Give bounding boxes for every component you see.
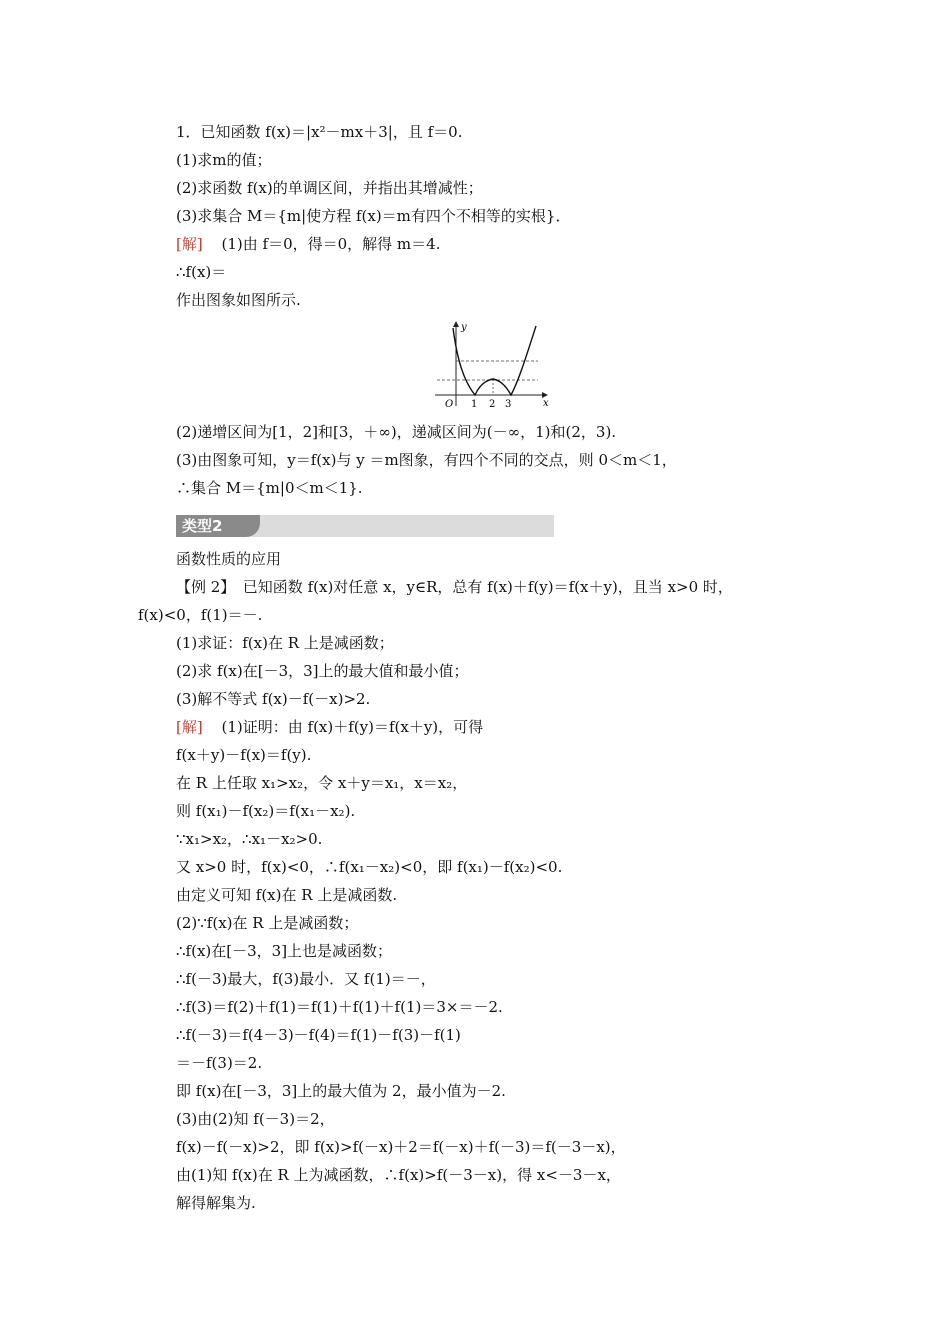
x-axis-label: x xyxy=(543,398,549,409)
example2-solution-line: 由(1)知 f(x)在 R 上为减函数，∴f(x)>f(－3－x)，得 x<－3－x， xyxy=(176,1166,621,1184)
example2-solution-line: ∴f(x)在[－3，3]上也是减函数； xyxy=(176,942,393,960)
example2-question-3: (3)解不等式 f(x)－f(－x)>2. xyxy=(176,690,371,708)
function-graph xyxy=(425,318,555,410)
problem1-solution-1 xyxy=(176,234,440,254)
example2-solution-line: ∵x₁>x₂，∴x₁－x₂>0. xyxy=(176,830,323,848)
problem1-graph-note: 作出图象如图所示. xyxy=(176,291,301,309)
section-banner xyxy=(176,515,554,537)
example2-solution-line: 又 x>0 时，f(x)<0，∴f(x₁－x₂)<0，即 f(x₁)－f(x₂)<0. xyxy=(176,858,563,876)
problem1-fx: ∴f(x)＝ xyxy=(176,263,227,281)
problem1-solution-4: ∴集合 M＝{m|0＜m＜1}. xyxy=(176,479,363,497)
example2-solution-line: ＝－f(3)＝2. xyxy=(176,1054,263,1072)
example2-question-2: (2)求 f(x)在[－3，3]上的最大值和最小值； xyxy=(176,662,469,680)
example2-solution-line: ∴f(－3)最大，f(3)最小．又 f(1)＝－， xyxy=(176,970,436,988)
origin-label: O xyxy=(445,399,454,410)
example2-solution-line: 由定义可知 f(x)在 R 上是减函数. xyxy=(176,886,398,904)
problem1-solution-3: (3)由图象可知，y＝f(x)与 y ＝m图象，有四个不同的交点，则 0＜m＜1， xyxy=(176,451,677,469)
tick-label-2: 2 xyxy=(489,399,496,410)
solution-tag: [解] xyxy=(176,235,203,253)
example2-solution-line: (2)∵f(x)在 R 上是减函数； xyxy=(176,914,359,932)
example2-solution-line: 则 f(x₁)－f(x₂)＝f(x₁－x₂). xyxy=(176,802,356,820)
section-label: 类型2 xyxy=(176,515,260,537)
example2-solution-line: (3)由(2)知 f(－3)＝2， xyxy=(176,1110,335,1128)
example2-stem-line-1: 【例 2】 已知函数 f(x)对任意 x，y∈R，总有 f(x)＋f(y)＝f(x＋y)，且当 x>0 时， xyxy=(176,578,733,596)
tick-label-1: 1 xyxy=(471,399,478,410)
example2-question-1: (1)求证：f(x)在 R 上是减函数； xyxy=(176,634,394,652)
example2-solution-line: ∴f(3)＝f(2)＋f(1)＝f(1)＋f(1)＋f(1)＝3×＝－2. xyxy=(176,998,503,1016)
solution-text: (1)由 f＝0，得＝0，解得 m＝4. xyxy=(221,235,441,253)
example2-solution-line: f(x)－f(－x)>2，即 f(x)>f(－x)＋2＝f(－x)＋f(－3)＝f(－3－x)， xyxy=(176,1138,626,1156)
problem1-question-1: (1)求m的值； xyxy=(176,151,272,169)
example2-stem-line-2: f(x)<0，f(1)＝－. xyxy=(138,606,263,624)
y-axis-label: y xyxy=(461,322,467,333)
tick-label-3: 3 xyxy=(505,399,512,410)
solution-tag: [解] xyxy=(176,718,203,736)
example2-solution-line-1 xyxy=(176,717,483,737)
problem1-question-2: (2)求函数 f(x)的单调区间，并指出其增减性； xyxy=(176,179,483,197)
example2-solution-line: 即 f(x)在[－3，3]上的最大值为 2，最小值为－2. xyxy=(176,1082,506,1100)
problem1-question-3: (3)求集合 M＝{m|使方程 f(x)＝m有四个不相等的实根}． xyxy=(176,207,571,225)
example2-solution-line: 解得解集为. xyxy=(176,1194,256,1212)
example2-solution-line: 在 R 上任取 x₁>x₂，令 x＋y＝x₁，x＝x₂， xyxy=(176,774,468,792)
example2-solution-line: f(x＋y)－f(x)＝f(y). xyxy=(176,746,312,764)
function-curve xyxy=(453,326,536,395)
problem1-stem: 1．已知函数 f(x)＝|x²－mx＋3|，且 f＝0. xyxy=(176,123,463,141)
solution-text: (1)证明：由 f(x)＋f(y)＝f(x＋y)，可得 xyxy=(221,718,484,736)
section-title: 函数性质的应用 xyxy=(176,550,282,568)
example2-solution-line: ∴f(－3)＝f(4－3)－f(4)＝f(1)－f(3)－f(1) xyxy=(176,1026,461,1044)
problem1-solution-2: (2)递增区间为[1，2]和[3，＋∞)，递减区间为(－∞，1)和(2，3). xyxy=(176,423,617,441)
